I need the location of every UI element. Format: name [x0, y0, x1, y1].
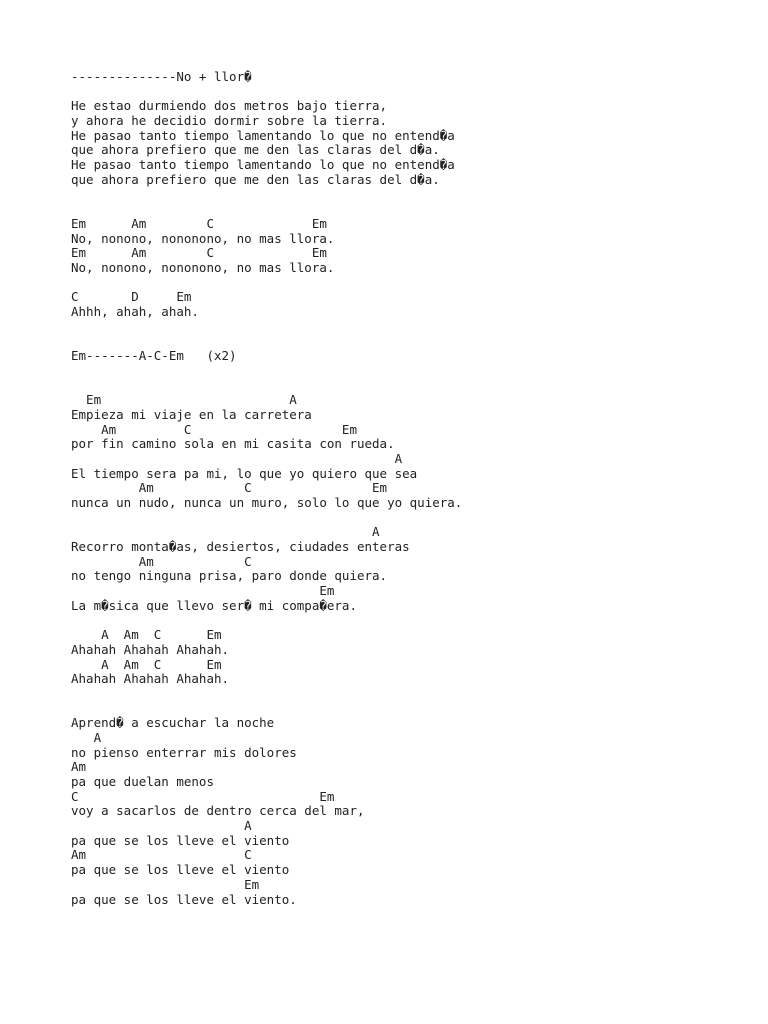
lyric-line: Ahahah Ahahah Ahahah.: [71, 641, 230, 657]
lyric-line: nunca un nudo, nunca un muro, solo lo que yo quiera.: [71, 494, 463, 510]
chord-line: A: [71, 524, 380, 540]
chord-line: A: [71, 450, 403, 466]
blank-line: [71, 188, 462, 203]
lyric-line: Aprend� a escuchar la noche: [71, 715, 275, 731]
chord-line: Am C: [71, 847, 252, 863]
blank-line: [71, 85, 462, 100]
chord-line: Am: [71, 759, 87, 775]
blank-line: [71, 702, 462, 717]
blank-line: [71, 202, 462, 217]
blank-line: [71, 276, 462, 291]
lyric-line: He pasao tanto tiempo lamentando lo que no entend�a: [71, 127, 455, 143]
lyric-line: pa que se los lleve el viento: [71, 862, 290, 878]
blank-line: [71, 320, 462, 335]
blank-line: [71, 334, 462, 349]
lyric-line: pa que duelan menos: [71, 774, 214, 789]
lyric-line: He estao durmiendo dos metros bajo tierra,: [71, 98, 388, 114]
lyric-line: pa que se los lleve el viento: [71, 832, 290, 848]
chord-line: Em-------A-C-Em (x2): [71, 348, 237, 364]
lyric-line: He pasao tanto tiempo lamentando lo que no entend�a: [71, 157, 455, 173]
chord-line: A Am C Em: [71, 656, 222, 672]
lyric-line: pa que se los lleve el viento.: [71, 891, 297, 907]
lyric-line: por fin camino sola en mi casita con rueda.: [71, 436, 395, 452]
chord-line: A Am C Em: [71, 627, 222, 643]
chord-line: C D Em: [71, 289, 192, 305]
lyric-line: Ahhh, ahah, ahah.: [71, 304, 199, 319]
lyric-line: Ahahah Ahahah Ahahah.: [71, 671, 230, 687]
chord-line: Am C Em: [71, 421, 357, 437]
blank-line: [71, 613, 462, 628]
lyric-line: No, nonono, nononono, no mas llora.: [71, 259, 335, 275]
lyric-line: Empieza mi viaje en la carretera: [71, 406, 312, 422]
lyric-line: voy a sacarlos de dentro cerca del mar,: [71, 803, 365, 819]
chord-line: Em Am C Em: [71, 215, 327, 231]
chord-line: C Em: [71, 788, 335, 804]
lyric-line: No, nonono, nononono, no mas llora.: [71, 230, 335, 246]
lyric-line: La m�sica que llevo ser� mi compa�era.: [71, 597, 357, 613]
lyric-line: que ahora prefiero que me den las claras del d�a.: [71, 142, 440, 158]
blank-line: [71, 687, 462, 702]
lyric-line: que ahora prefiero que me den las claras del d�a.: [71, 171, 440, 187]
blank-line: [71, 364, 462, 379]
blank-line: [71, 511, 462, 526]
chord-line: Em A: [71, 392, 297, 408]
lyric-line: y ahora he decidio dormir sobre la tierra.: [71, 113, 388, 129]
blank-line: [71, 378, 462, 393]
lyric-line: Recorro monta�as, desiertos, ciudades enteras: [71, 539, 410, 554]
chord-line: Am C: [71, 553, 252, 569]
song-title: --------------No + llor�: [71, 69, 252, 84]
lyric-line: no tengo ninguna prisa, paro donde quiera.: [71, 568, 388, 584]
chord-line: Am C Em: [71, 480, 388, 496]
song-sheet: [71, 70, 462, 907]
chord-line: A: [71, 818, 252, 834]
chord-line: Em: [71, 876, 260, 892]
chord-line: Em: [71, 583, 335, 599]
chord-line: Em Am C Em: [71, 245, 327, 261]
lyric-line: El tiempo sera pa mi, lo que yo quiero que sea: [71, 465, 418, 481]
chord-line: A: [71, 729, 102, 745]
lyric-line: no pienso enterrar mis dolores: [71, 744, 297, 760]
